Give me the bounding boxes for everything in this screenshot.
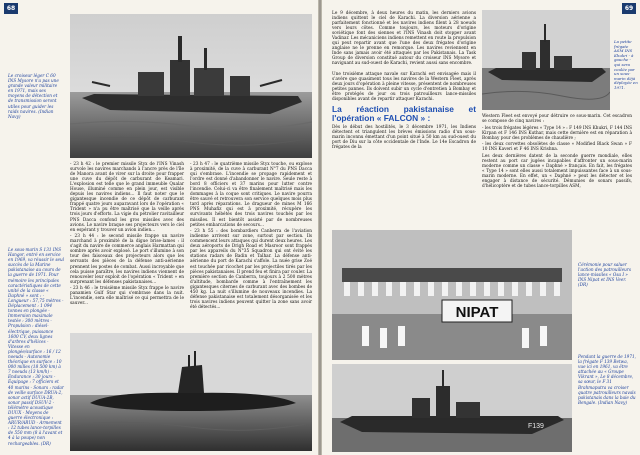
hull-number-text: F139 bbox=[528, 423, 544, 430]
paragraph: Les deux dernières datent de la seconde guerre mondiale, elles restent au port car jugées incapables d'affronter un sous-marin moderne comme un classe « Daphné » français. En fait, les frégates « Type 14 » sont elles aussi totalement impuissantes face à un sous-marin moderne. En effet, un « Daphné » peut les détecter et les engager à distance de sécurité. Démunies de sonars passifs, d'hélicoptère et de tubes lance-torpilles ASM, bbox=[482, 154, 632, 190]
caption-ceremony: Cérémonie pour saluer l'action des patrouilleurs lance-missiles « Osa I » INS Nipat et INS Veer. (DR) bbox=[578, 262, 631, 288]
photo-frigate-f139 bbox=[332, 364, 572, 452]
paragraph: - 23 h 44 : le second missile frappe un navire marchand à proximité de la digue brise-lames : il s'agit du navire de commerce anglais Harmattan qui sombre après avoir explosé. Le port s'illumine à son tour des faisceaux des projecteurs alors que les servants des pièces de la défense anti-aérienne prennent les postes de combat. Aussi incroyable que cela puisse paraître, les navires indiens viennent de renouveler leur exploit de l'opération « Trident » en surprenant les défenses pakistanaises... bbox=[70, 234, 184, 285]
photo-submarine bbox=[70, 333, 312, 451]
caption-cruiser: Le croiseur léger C 60 INS Mysore n'a pas une grande valeur militaire en 1971, mais ses moyens de détection et de transmission seront utiles pour guider les raids navires. (Indian Navy) bbox=[8, 73, 59, 119]
right-page bbox=[322, 0, 640, 455]
paragraph: Le 9 décembre, à deux heures du matin, les derniers avions indiens quittent le ciel de Karachi. La diversion aérienne a parfaitement fonctionné et les navires indiens filent à 28 noeuds vers leurs côtes. Comme toujours, les moteurs d'origine soviétique font des siennes et l'INS Vinash doit stopper avant Vadinar. Les mécaniciens indiens remettent en route la propulsion qui peut repartir avant que l'une des deux frégates d'origine anglaise ne le prenne en remorque. Les navires reviennent en Inde sans jamais avoir été attaqués par les Pakistanais. La Task Group de diversion constitué autour du croiseur INS Mysore et naviguant au sud-ouest de Karachi, revient aussi sans encombre. bbox=[332, 11, 476, 67]
paragraph: - 23 h 46 : le troisième missile Styx frappe le navire panamien Gulf Star qui s'embrase dans la nuit. L'incendie, sera elle maîtrisé ce qui permettra de le sauver... bbox=[70, 286, 184, 307]
photo-frigate bbox=[482, 10, 610, 110]
paragraph: - 23 h 55 : des bombardiers Canberra de l'aviation indienne arrivent sur zone, surtout par section. Ils commencent leurs attaques qui durent deux heures. Les deux aéroports de Drigh Road et Masroor sont frappés par les appareils du N°35 Squadron qui ont évité les stations radars de Badin et Talhar. La défense anti-aérienne du port de Karachi s'affole. La nuée grise Zoé est touchée par ricochet par les projectiles tirés par les pièces pakistanaises. Il prend feu et finira par couler. La première section de Canberra, toujours à 2 500 mètres d'altitude, bombarde comme à l'entraînement les gigantesques citernes de carburant avec des bombes de 450 kg. La nuit s'illumine de nouveaux incendies. La défense pakistanaise est totalement désorganisée et les trois navires indiens peuvent quitter la zone sans avoir été détectés... bbox=[190, 229, 312, 310]
left-page-number: 68 bbox=[4, 3, 18, 14]
paragraph: Dès le début des hostilités, le 3 décembre 1971, les Indiens détectent et triangulent les brèves émissions radio d'un sous-marin inconnu émettant d'un point situé à 50 km au sud-ouest du port de Diu sur la côte occidentale de l'Inde. Le 14e Escadron de frégates de la bbox=[332, 125, 476, 151]
nipat-banner-text: NIPAT bbox=[455, 304, 499, 321]
caption-submarine: Le sous-marin S 131 INS Hangor, entré en service en 1969, va réussir le seul succès de la Marine pakistanaise au cours de la guerre de 1971. Pour mémoire les principales caractéristiques de cette unité de la classe « Daphné » sont : - Longueur : 57,75 mètres - Déplacement : 1 094 tonnes en plongée - Immersion maximale testée : 300 mètres - Propulsion : diésel-électrique, puissance 1600 CV, deux lignes d'arbres d'hélices - Vitesse en plongée/surface : 16 / 12 noeuds - Autonomie théorique en surface : 10 000 milles (18 500 km) à 7 noeuds (13 km/h) - Endurance : 30 jours - Équipage : 7 officiers et 40 marins - Sonars : radar de veille surface DRUA-2, sonar actif DUUA-2B, sonar passif DSUV-2 - télémètre acoustique DUUX - Moyens de guerre électronique : ARUR/ARUD - Armement : 12 tubes lance-torpilles de 550 mm (8 à l'avant et 4 à la poupe) non rechargeables. (DR) bbox=[8, 247, 64, 446]
left-text-column-2 bbox=[190, 162, 312, 312]
paragraph: Une troisième attaque navale sur Karachi est envisagée mais il s'avère que quasiment tous les navires de la Western Fleet, après deux jours d'opération à pleine vitesse, présentent de nombreuses petites pannes. Ils doivent subir un cycle d'entretien à Bombay et être protégés de jour ou trois patrouilleurs lance-missiles disponibles avant de repartir attaquer Karachi. bbox=[332, 71, 476, 102]
paragraph: Western Fleet est envoyé pour détruire ce sous-marin. Cet escadron se compose de cinq navires : bbox=[482, 114, 632, 125]
caption-patrol: Pendant la guerre de 1971, la frégate F 139 Betwa, vue ici en 1961, va être attachée au « Groupe Vikrant », Le 8 décembre, sa sœur, le F 31 Brahmaputra va croiser quatre patrouilleurs navals pakistanais dans la baie du Bengale. (Indian Navy) bbox=[578, 354, 637, 405]
photo-ceremony bbox=[332, 230, 572, 360]
photo-cruiser bbox=[70, 14, 312, 158]
right-text-column-1 bbox=[332, 11, 476, 152]
paragraph: - les deux corvettes obsolètes de classe « Modified Black Swan » F 10 INS Kaveri et F 46 INS Krishna. bbox=[482, 142, 632, 153]
right-page-number: 69 bbox=[622, 3, 636, 14]
paragraph: - les trois frégates légères « Type 14 » : F 149 INS Khukri, F 144 INS Kirpan et F 146 INS Kuthar, mais cette dernière est en réparation à Bombay pour des problèmes de chaudière ; bbox=[482, 125, 632, 141]
left-text-column-1 bbox=[70, 162, 184, 308]
left-page bbox=[0, 0, 318, 455]
right-text-column-2 bbox=[482, 114, 632, 191]
paragraph: - 23 h 47 : le quatrième missile Styx touche, ou explose à proximité, de la cuve à carburant N°7 du PNS Dacca qui s'embrase. L'incendie se propage rapidement et l'ordre est donné d'abandonner le navire. Seule reste à bord 8 officiers et 37 marins pour lutter contre l'incendie. Celui-ci va être finalement maîtrisé mais les dommages à la coque sont critiques. Le navire pourra être sauvé et retrouvera son service quelques mois plus tard après réparations. Le dragueur de mines M 166 PNS Muhafiz qui est à proximité, récupère les survivants hébétés des trois navires touchés par les missiles. Il est bientôt assisté par de nombreuses petites embarcations de secours... bbox=[190, 162, 312, 228]
paragraph: - 23 h 42 : le premier missile Styx de l'INS Vinash survole les navires marchands à l'ancre près de l'île de Manora avant de virer sur la droite pour frapper une cuve du dépôt de carburant de Keamari. L'explosion est telle que le grand immeuble Qualar House, illuminé comme en plein jour, est visible depuis les navires indiens... Il faut noter que le gigantesque incendie de ce dépôt de carburant frappé quatre jours auparavant lors de l'opération « Trident » n'a pu être maîtrisé que la veille après trois jours d'efforts. La vigie du pétrolier ravitailleur PNS Dacca confond les gros missiles avec des avions. Le navire braque ses projecteurs vers le ciel en espérant y trouver un avion indien... bbox=[70, 162, 184, 233]
section-heading: La réaction pakistanaise et l'opération « FALCON » : bbox=[332, 103, 476, 123]
caption-frigate: La petite frégate ASM INS Khukri - à gauche - qui sera coulée par un sous-marin déjà déployée en 1971. bbox=[614, 39, 638, 90]
